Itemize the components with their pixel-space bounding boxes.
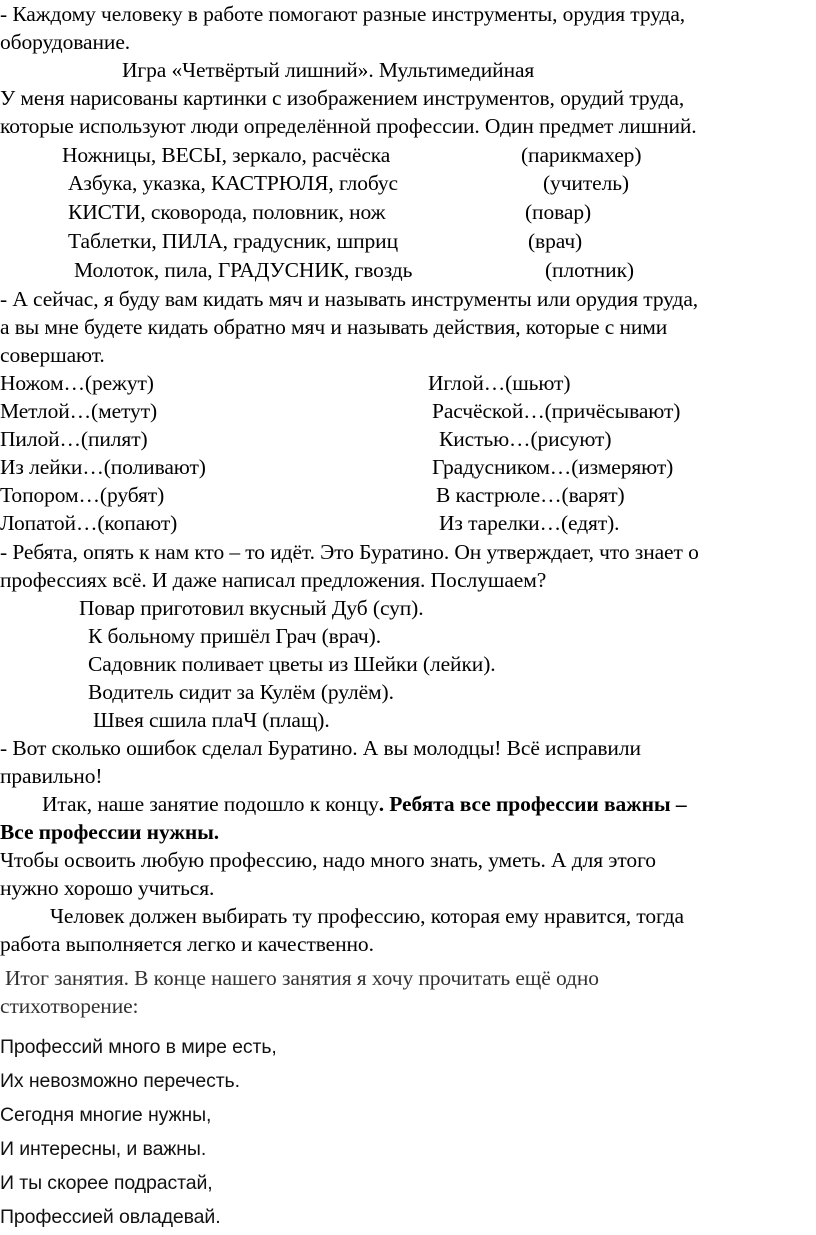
game-row-items: КИСТИ, сковорода, половник, нож [68,200,386,224]
tool-right: Иглой…(шьют) [428,371,571,395]
buratino-outro-line-1: - Вот сколько ошибок сделал Буратино. А вы молодцы! Всё исправили [0,736,641,760]
tool-left: Пилой…(пилят) [0,427,148,451]
sentence: Водитель сидит за Кулём (рулём). [88,680,394,704]
game-row-profession: (врач) [528,229,583,253]
game-row-items: Таблетки, ПИЛА, градусник, шприц [68,229,398,253]
tool-left: Метлой…(метут) [0,399,158,423]
choice-line-2: работа выполняется легко и качественно. [0,932,374,956]
game-title: Игра «Четвёртый лишний». Мультимедийная [122,58,535,82]
conclusion-line-2 [0,818,219,846]
summary-line-2: стихотворение: [0,994,139,1018]
conclusion-bold-2: Все профессии нужны. [0,820,220,844]
tool-right: Градусником…(измеряют) [432,455,674,479]
ball-intro-line-3: совершают. [0,343,105,367]
game-row-items: Ножницы, ВЕСЫ, зеркало, расчёска [62,143,391,167]
poem-line: Сегодня многие нужны, [0,1104,212,1126]
tool-right: Из тарелки…(едят). [439,511,620,535]
tool-left: Топором…(рубят) [0,483,165,507]
poem-line: Профессий много в мире есть, [0,1036,277,1058]
game-row-profession: (парикмахер) [521,143,642,167]
sentence: Садовник поливает цветы из Шейки (лейки). [88,652,496,676]
study-line-1: Чтобы освоить любую профессию, надо много знать, уметь. А для этого [0,848,656,872]
ball-intro-line-1: - А сейчас, я буду вам кидать мяч и называть инструменты или орудия труда, [0,287,699,311]
conclusion-line-1 [42,790,687,818]
game-row-profession: (плотник) [545,258,634,282]
tool-right: В кастрюле…(варят) [436,483,625,507]
sentence: Повар приготовил вкусный Дуб (суп). [79,596,424,620]
game-row-items: Азбука, указка, КАСТРЮЛЯ, глобус [68,171,398,195]
study-line-2: нужно хорошо учиться. [0,876,215,900]
conclusion-bold-1: . Ребята все профессии важны – [378,792,687,816]
tool-right: Расчёской…(причёсывают) [432,399,681,423]
choice-line-1: Человек должен выбирать ту профессию, которая ему нравится, тогда [50,904,684,928]
sentence: К больному пришёл Грач (врач). [88,624,381,648]
conclusion-lead: Итак, наше занятие подошло к концу [42,792,379,816]
buratino-outro-line-2: правильно! [0,764,103,788]
buratino-intro-line-2: профессиях всё. И даже написал предложения. Послушаем? [0,568,547,592]
game-intro-line-2: которые используют люди определённой профессии. Один предмет лишний. [0,114,697,138]
tool-left: Из лейки…(поливают) [0,455,206,479]
game-row-profession: (повар) [525,200,592,224]
poem-line: Профессией овладевай. [0,1206,221,1228]
ball-intro-line-2: а вы мне будете кидать обратно мяч и называть действия, которые с ними [0,315,668,339]
poem-line: И ты скорее подрастай, [0,1172,213,1194]
summary-line-1: Итог занятия. В конце нашего занятия я хочу прочитать ещё одно [5,966,599,990]
poem-line: И интересны, и важны. [0,1138,207,1160]
intro-line-1: - Каждому человеку в работе помогают разные инструменты, орудия труда, [0,2,686,26]
game-row-items: Молоток, пила, ГРАДУСНИК, гвоздь [74,258,413,282]
sentence: Швея сшила плаЧ (плащ). [93,708,330,732]
buratino-intro-line-1: - Ребята, опять к нам кто – то идёт. Это Буратино. Он утверждает, что знает о [0,540,699,564]
intro-line-2: оборудование. [0,30,131,54]
poem-line: Их невозможно перечесть. [0,1070,240,1092]
tool-right: Кистью…(рисуют) [439,427,612,451]
tool-left: Ножом…(режут) [0,371,154,395]
tool-left: Лопатой…(копают) [0,511,178,535]
game-intro-line-1: У меня нарисованы картинки с изображением инструментов, орудий труда, [0,86,685,110]
game-row-profession: (учитель) [543,171,629,195]
